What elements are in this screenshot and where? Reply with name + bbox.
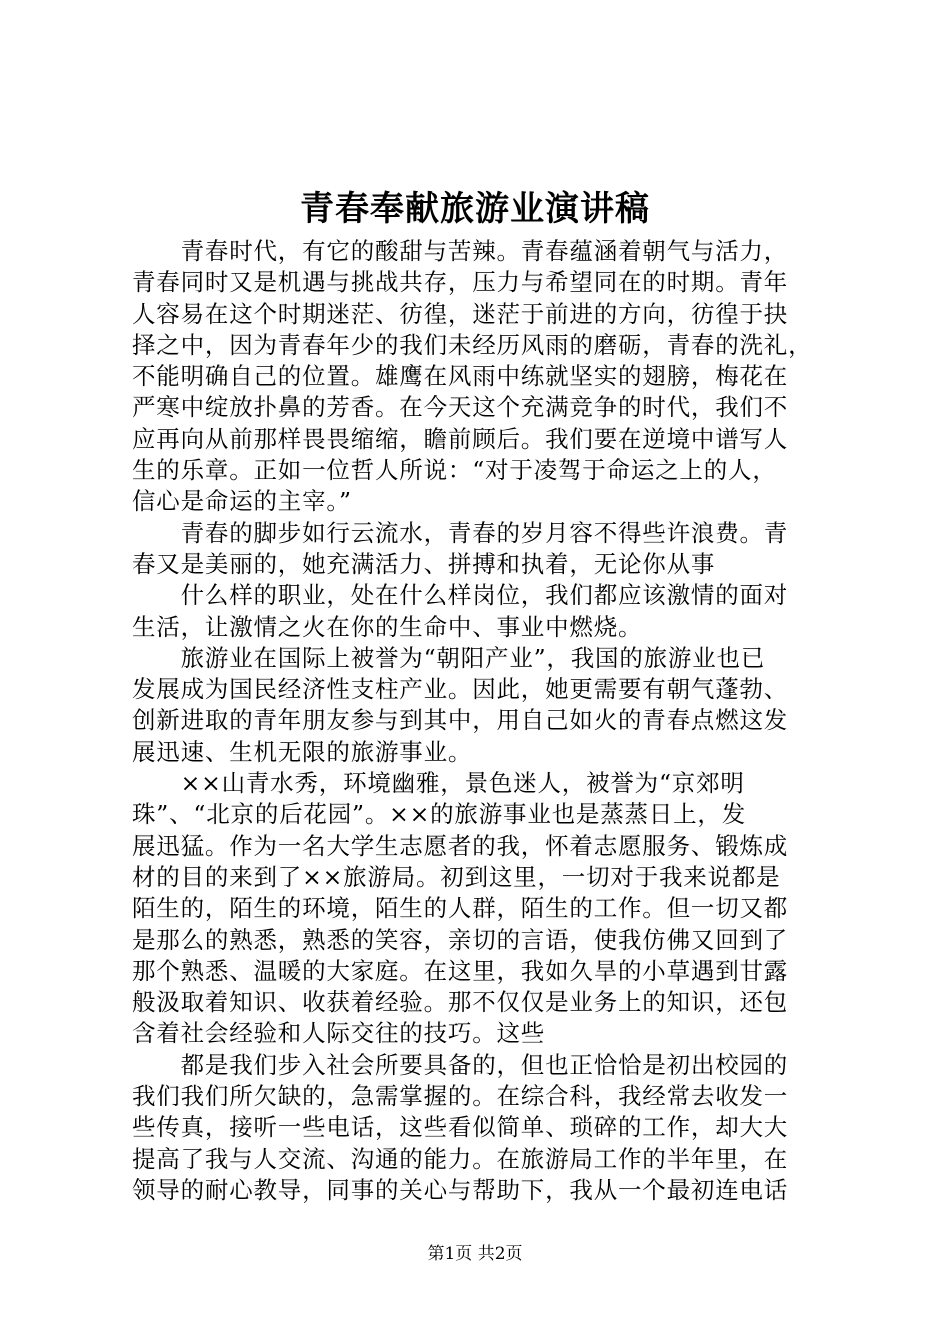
body-line: 珠”、“北京的后花园”。××的旅游事业也是蒸蒸日上，发 [132, 800, 747, 829]
body-line: 什么样的职业，处在什么样岗位，我们都应该激情的面对 [132, 581, 789, 610]
body-line: 择之中，因为青春年少的我们未经历风雨的磨砺，青春的洗礼， [132, 330, 813, 359]
document-title: 青春奉献旅游业演讲稿 [300, 189, 650, 229]
body-line: 生活，让激情之火在你的生命中、事业中燃烧。 [132, 612, 643, 641]
body-line: 信心是命运的主宰。” [132, 487, 352, 516]
body-line: 青春时代，有它的酸甜与苦辣。青春蕴涵着朝气与活力， [132, 237, 789, 265]
body-line: 青春的脚步如行云流水，青春的岁月容不得些许浪费。青 [132, 518, 789, 547]
body-line: 含着社会经验和人际交往的技巧。这些 [132, 1019, 546, 1048]
body-line: 创新进取的青年朋友参与到其中，用自己如火的青春点燃这发 [132, 706, 789, 735]
body-line: 青春同时又是机遇与挑战共存，压力与希望同在的时期。青年 [132, 268, 789, 297]
body-line: 展迅速、生机无限的旅游事业。 [132, 737, 473, 766]
document-body [132, 236, 844, 1206]
body-line: 人容易在这个时期迷茫、彷徨，迷茫于前进的方向，彷徨于抉 [132, 299, 789, 328]
body-line: 我们我们所欠缺的，急需掌握的。在综合科，我经常去收发一 [132, 1082, 789, 1111]
body-line: 应再向从前那样畏畏缩缩，瞻前顾后。我们要在逆境中谱写人 [132, 424, 789, 453]
body-line: 些传真，接听一些电话，这些看似简单、琐碎的工作，却大大 [132, 1113, 789, 1142]
body-line: 领导的耐心教导，同事的关心与帮助下，我从一个最初连电话 [132, 1175, 789, 1204]
body-line: 旅游业在国际上被誉为“朝阳产业”，我国的旅游业也已 [132, 643, 766, 672]
body-line: 是那么的熟悉，熟悉的笑容，亲切的言语，使我仿佛又回到了 [132, 925, 789, 954]
body-line: ××山青水秀，环境幽雅，景色迷人，被誉为“京郊明 [132, 769, 745, 798]
body-line: 提高了我与人交流、沟通的能力。在旅游局工作的半年里，在 [132, 1144, 789, 1173]
body-line: 材的目的来到了××旅游局。初到这里，一切对于我来说都是 [132, 862, 781, 891]
body-line: 发展成为国民经济性支柱产业。因此，她更需要有朝气蓬勃、 [132, 675, 789, 704]
body-line: 陌生的，陌生的环境，陌生的人群，陌生的工作。但一切又都 [132, 894, 789, 923]
body-line: 般汲取着知识、收获着经验。那不仅仅是业务上的知识，还包 [132, 988, 789, 1017]
body-line: 展迅猛。作为一名大学生志愿者的我，怀着志愿服务、锻炼成 [132, 831, 789, 860]
body-line: 那个熟悉、温暖的大家庭。在这里，我如久旱的小草遇到甘露 [132, 956, 789, 985]
body-line: 春又是美丽的，她充满活力、拼搏和执着，无论你从事 [132, 549, 716, 578]
body-line: 生的乐章。正如一位哲人所说：“对于凌驾于命运之上的人， [132, 456, 777, 485]
body-line: 都是我们步入社会所要具备的，但也正恰恰是初出校园的 [132, 1050, 789, 1079]
body-line: 不能明确自己的位置。雄鹰在风雨中练就坚实的翅膀，梅花在 [132, 362, 789, 391]
page-number-footer: 第1页 共2页 [427, 1244, 523, 1264]
body-line: 严寒中绽放扑鼻的芳香。在今天这个充满竞争的时代，我们不 [132, 393, 789, 422]
